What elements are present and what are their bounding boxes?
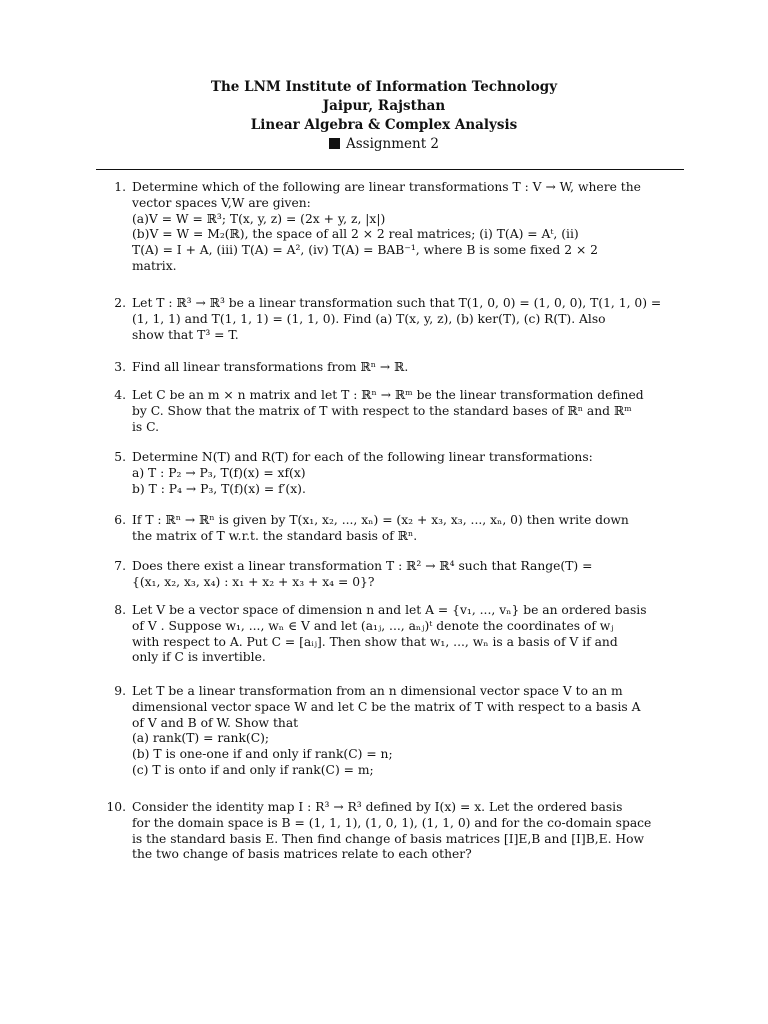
question-line: the two change of basis matrices relate to each other? [132,847,472,862]
assignment-label: Assignment 2 [345,136,440,152]
question-line: of V . Suppose w₁, ..., wₙ ∈ V and let (a₁ⱼ, ..., aₙⱼ)ᵗ denote the coordinates of wⱼ [132,618,614,633]
question-number: 2. [114,296,126,310]
question-line: (c) T is onto if and only if rank(C) = m; [132,762,374,777]
question-line: (1, 1, 1) and T(1, 1, 1) = (1, 1, 0). Find (a) T(x, y, z), (b) ker(T), (c) R(T). Also [132,311,606,326]
question-line: Let T : ℝ³ → ℝ³ be a linear transformation such that T(1, 0, 0) = (1, 0, 0), T(1, 1, 0) = [132,296,662,310]
institute-location: Jaipur, Rajsthan [322,98,446,114]
question-number: 4. [114,388,126,402]
question-2 [96,296,722,343]
question-3 [96,360,722,376]
question-line: by C. Show that the matrix of T with respect to the standard bases of ℝⁿ and ℝᵐ [132,403,632,418]
question-1 [96,180,722,275]
question-line: with respect to A. Put C = [aᵢⱼ]. Then show that w₁, ..., wₙ is a basis of V if and [132,634,618,649]
question-line: Find all linear transformations from ℝⁿ → ℝ. [132,360,409,374]
question-number: 8. [114,603,126,617]
question-line: Let V be a vector space of dimension n and let A = {v₁, ..., vₙ} be an ordered basis [132,603,647,617]
question-line: Let C be an m × n matrix and let T : ℝⁿ → ℝᵐ be the linear transformation defined [132,388,644,402]
question-line: matrix. [132,258,177,273]
question-line: {(x₁, x₂, x₃, x₄) : x₁ + x₂ + x₃ + x₄ = 0}? [132,574,375,589]
question-line: b) T : P₄ → P₃, T(f)(x) = f′(x). [132,481,306,496]
question-number: 3. [114,360,126,374]
question-line: Determine which of the following are linear transformations T : V → W, where the [132,180,641,194]
question-line: (a) rank(T) = rank(C); [132,731,270,746]
question-line: is C. [132,419,160,434]
institute-name: The LNM Institute of Information Technology [210,79,558,95]
question-line: for the domain space is B = (1, 1, 1), (1, 0, 1), (1, 1, 0) and for the co-domain space [132,815,652,830]
question-line: Consider the identity map I : R³ → R³ defined by I(x) = x. Let the ordered basis [132,800,623,814]
document-header [0,78,768,154]
question-line: show that T³ = T. [132,327,239,342]
question-8 [96,603,722,666]
question-number: 5. [114,450,126,464]
assignment-label-row [0,135,768,154]
question-number: 1. [114,180,126,194]
question-line: is the standard basis E. Then find change of basis matrices [I]E,B and [I]B,E. How [132,831,645,846]
question-line: a) T : P₂ → P₃, T(f)(x) = xf(x) [132,465,306,480]
question-line: vector spaces V,W are given: [132,195,311,210]
question-line: the matrix of T w.r.t. the standard basis of ℝⁿ. [132,528,418,543]
question-number: 9. [114,684,126,698]
course-title: Linear Algebra & Complex Analysis [250,117,518,133]
black-square-icon [329,138,340,149]
question-line: Does there exist a linear transformation T : ℝ² → ℝ⁴ such that Range(T) = [132,559,593,573]
question-line: (b)V = W = M₂(ℝ), the space of all 2 × 2 real matrices; (i) T(A) = Aᵗ, (ii) [132,227,579,242]
question-number: 10. [106,800,126,814]
question-line: Let T be a linear transformation from an n dimensional vector space V to an m [132,684,623,698]
question-line: only if C is invertible. [132,650,266,665]
question-7 [96,559,722,591]
question-line: (b) T is one-one if and only if rank(C) = n; [132,747,393,762]
question-9 [96,684,722,779]
question-10 [96,800,722,863]
question-number: 7. [114,559,126,573]
question-5 [96,450,722,497]
question-line: Determine N(T) and R(T) for each of the following linear transformations: [132,450,593,464]
question-4 [96,388,722,435]
question-number: 6. [114,513,126,527]
question-line: of V and B of W. Show that [132,715,299,730]
question-line: If T : ℝⁿ → ℝⁿ is given by T(x₁, x₂, ..., xₙ) = (x₂ + x₃, x₃, ..., xₙ, 0) then write down [132,513,629,527]
question-line: (a)V = W = ℝ³; T(x, y, z) = (2x + y, z, |x|) [132,211,386,226]
question-line: dimensional vector space W and let C be the matrix of T with respect to a basis A [132,699,641,714]
header-divider [96,169,684,170]
question-line: T(A) = I + A, (iii) T(A) = A², (iv) T(A) = BAB⁻¹, where B is some fixed 2 × 2 [132,243,598,258]
question-6 [96,513,722,545]
